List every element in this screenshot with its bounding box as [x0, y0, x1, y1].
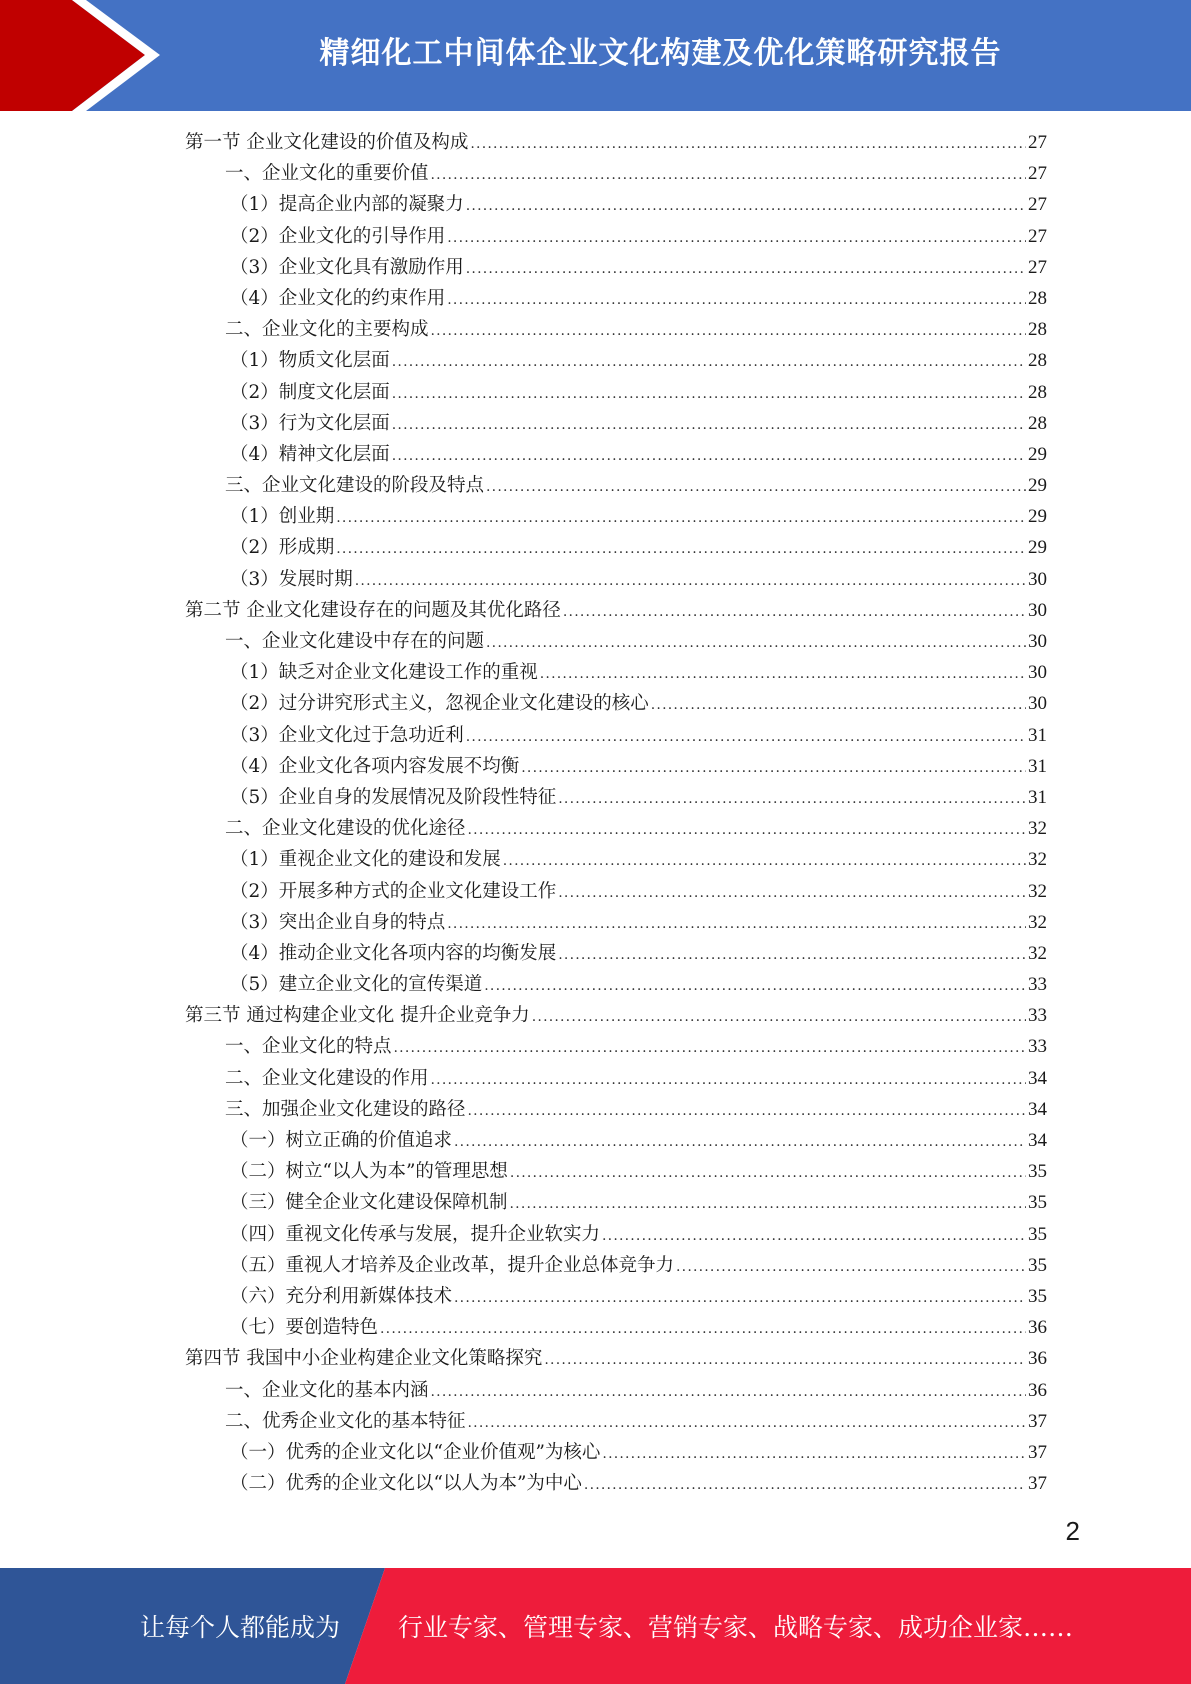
toc-item-entry[interactable]	[185, 378, 1047, 409]
toc-page-number: 33	[1028, 1005, 1047, 1027]
page-number: 2	[1065, 1516, 1080, 1546]
toc-entry-label: （1）创业期	[230, 506, 335, 528]
toc-item-entry[interactable]	[185, 721, 1047, 752]
toc-dot-leader	[447, 230, 1026, 246]
toc-page-number: 30	[1028, 599, 1047, 621]
toc-entry-label: （4）精神文化层面	[230, 443, 390, 465]
toc-entry-label: （5）企业自身的发展情况及阶段性特征	[230, 786, 557, 808]
toc-item-entry[interactable]	[185, 565, 1047, 596]
toc-page-number: 29	[1028, 475, 1047, 497]
toc-page-number: 29	[1028, 443, 1047, 465]
toc-page-number: 29	[1028, 506, 1047, 528]
toc-page-number: 35	[1028, 1223, 1047, 1245]
toc-entry-label: （4）企业文化各项内容发展不均衡	[230, 755, 520, 777]
toc-entry-label: （六）充分利用新媒体技术	[230, 1285, 453, 1307]
toc-dot-leader	[394, 1040, 1026, 1056]
header-bar	[0, 0, 1191, 111]
toc-section-entry[interactable]	[185, 596, 1047, 627]
toc-subsection-entry[interactable]	[185, 1064, 1047, 1095]
toc-entry-label: （1）提高企业内部的凝聚力	[230, 194, 464, 216]
table-of-contents	[185, 128, 1047, 1500]
toc-dot-leader	[468, 1415, 1026, 1431]
toc-dot-leader	[392, 386, 1026, 402]
toc-item-entry[interactable]	[185, 533, 1047, 564]
toc-item-entry[interactable]	[185, 939, 1047, 970]
toc-dot-leader	[431, 1072, 1026, 1088]
toc-dot-leader	[532, 1009, 1026, 1025]
toc-dot-leader	[336, 541, 1026, 557]
toc-item-entry[interactable]	[185, 1313, 1047, 1344]
toc-dot-leader	[470, 136, 1026, 152]
toc-dot-leader	[544, 1352, 1026, 1368]
toc-page-number: 28	[1028, 350, 1047, 372]
toc-dot-leader	[602, 1228, 1026, 1244]
toc-entry-label: （1）重视企业文化的建设和发展	[230, 849, 501, 871]
toc-item-entry[interactable]	[185, 1438, 1047, 1469]
toc-item-entry[interactable]	[185, 1220, 1047, 1251]
toc-item-entry[interactable]	[185, 877, 1047, 908]
toc-item-entry[interactable]	[185, 440, 1047, 471]
toc-item-entry[interactable]	[185, 1282, 1047, 1313]
toc-page-number: 27	[1028, 194, 1047, 216]
toc-entry-label: 第一节 企业文化建设的价值及构成	[185, 132, 469, 153]
footer-roles: 行业专家、管理专家、营销专家、战略专家、成功企业家……	[398, 1613, 1074, 1642]
toc-page-number: 28	[1028, 381, 1047, 403]
toc-entry-label: （5）建立企业文化的宣传渠道	[230, 974, 483, 996]
footer-banner	[0, 1568, 1191, 1684]
toc-item-entry[interactable]	[185, 1251, 1047, 1282]
toc-page-number: 30	[1028, 693, 1047, 715]
toc-subsection-entry[interactable]	[185, 159, 1047, 190]
toc-page-number: 31	[1028, 786, 1047, 808]
toc-entry-label: 一、企业文化建设中存在的问题	[225, 631, 485, 652]
toc-item-entry[interactable]	[185, 1157, 1047, 1188]
toc-item-entry[interactable]	[185, 190, 1047, 221]
toc-item-entry[interactable]	[185, 409, 1047, 440]
toc-entry-label: （一）优秀的企业文化以“企业价值观”为核心	[230, 1441, 601, 1463]
document-title: 精细化工中间体企业文化构建及优化策略研究报告	[319, 36, 1002, 71]
toc-dot-leader	[486, 635, 1026, 651]
toc-page-number: 37	[1028, 1441, 1047, 1463]
toc-page-number: 32	[1028, 849, 1047, 871]
toc-section-entry[interactable]	[185, 128, 1047, 159]
toc-page-number: 30	[1028, 662, 1047, 684]
toc-item-entry[interactable]	[185, 689, 1047, 720]
toc-entry-label: （3）行为文化层面	[230, 412, 390, 434]
toc-subsection-entry[interactable]	[185, 627, 1047, 658]
toc-entry-label: 一、企业文化的基本内涵	[225, 1379, 429, 1401]
toc-entry-label: （2）制度文化层面	[230, 381, 390, 403]
toc-entry-label: 二、企业文化的主要构成	[225, 319, 429, 341]
toc-dot-leader	[447, 292, 1026, 308]
toc-subsection-entry[interactable]	[185, 1095, 1047, 1126]
toc-item-entry[interactable]	[185, 284, 1047, 315]
toc-dot-leader	[466, 198, 1026, 214]
footer-slogan: 让每个人都能成为	[140, 1613, 341, 1642]
toc-subsection-entry[interactable]	[185, 471, 1047, 502]
toc-page-number: 28	[1028, 319, 1047, 341]
toc-page-number: 36	[1028, 1317, 1047, 1339]
toc-dot-leader	[510, 1196, 1026, 1212]
toc-item-entry[interactable]	[185, 658, 1047, 689]
toc-dot-leader	[563, 604, 1026, 620]
toc-subsection-entry[interactable]	[185, 1032, 1047, 1063]
toc-dot-leader	[486, 479, 1026, 495]
toc-page-number: 32	[1028, 880, 1047, 902]
toc-subsection-entry[interactable]	[185, 814, 1047, 845]
toc-entry-label: （五）重视人才培养及企业改革，提升企业总体竞争力	[230, 1254, 675, 1276]
toc-dot-leader	[540, 666, 1026, 682]
toc-item-entry[interactable]	[185, 845, 1047, 876]
toc-page-number: 35	[1028, 1285, 1047, 1307]
toc-page-number: 28	[1028, 287, 1047, 309]
toc-item-entry[interactable]	[185, 346, 1047, 377]
toc-dot-leader	[521, 760, 1026, 776]
toc-page-number: 37	[1028, 1410, 1047, 1432]
toc-dot-leader	[431, 323, 1026, 339]
toc-dot-leader	[558, 791, 1026, 807]
toc-dot-leader	[392, 354, 1026, 370]
toc-entry-label: （4）推动企业文化各项内容的均衡发展	[230, 942, 557, 964]
toc-entry-label: 二、企业文化建设的优化途径	[225, 818, 466, 840]
toc-page-number: 33	[1028, 1036, 1047, 1058]
toc-page-number: 34	[1028, 1067, 1047, 1089]
toc-entry-label: 一、企业文化的重要价值	[225, 163, 429, 185]
toc-dot-leader	[466, 729, 1026, 745]
toc-dot-leader	[355, 573, 1026, 589]
toc-entry-label: （1）物质文化层面	[230, 350, 390, 372]
toc-dot-leader	[466, 261, 1026, 277]
toc-page-number: 32	[1028, 911, 1047, 933]
toc-entry-label: （四）重视文化传承与发展，提升企业软实力	[230, 1223, 601, 1245]
toc-dot-leader	[602, 1446, 1026, 1462]
toc-dot-leader	[431, 1384, 1026, 1400]
toc-page-number: 33	[1028, 974, 1047, 996]
toc-item-entry[interactable]	[185, 752, 1047, 783]
toc-entry-label: （3）企业文化具有激励作用	[230, 256, 464, 278]
toc-entry-label: （2）开展多种方式的企业文化建设工作	[230, 880, 557, 902]
toc-page-number: 35	[1028, 1192, 1047, 1214]
toc-dot-leader	[468, 822, 1026, 838]
toc-page-number: 37	[1028, 1473, 1047, 1495]
toc-item-entry[interactable]	[185, 1469, 1047, 1500]
toc-page-number: 36	[1028, 1379, 1047, 1401]
toc-entry-label: （2）形成期	[230, 537, 335, 559]
toc-item-entry[interactable]	[185, 1126, 1047, 1157]
toc-item-entry[interactable]	[185, 502, 1047, 533]
toc-entry-label: （1）缺乏对企业文化建设工作的重视	[230, 662, 538, 684]
toc-page-number: 27	[1028, 132, 1047, 153]
toc-page-number: 27	[1028, 225, 1047, 247]
header-arrow-decoration	[0, 0, 160, 111]
toc-page-number: 27	[1028, 256, 1047, 278]
toc-entry-label: （三）健全企业文化建设保障机制	[230, 1192, 508, 1214]
toc-page-number: 35	[1028, 1161, 1047, 1183]
toc-entry-label: 一、企业文化的特点	[225, 1036, 392, 1058]
toc-dot-leader	[454, 1290, 1026, 1306]
toc-entry-label: 二、优秀企业文化的基本特征	[225, 1410, 466, 1432]
toc-page-number: 30	[1028, 631, 1047, 652]
toc-dot-leader	[454, 1134, 1026, 1150]
toc-entry-label: （3）突出企业自身的特点	[230, 911, 446, 933]
toc-subsection-entry[interactable]	[185, 1376, 1047, 1407]
toc-item-entry[interactable]	[185, 970, 1047, 1001]
toc-page-number: 27	[1028, 163, 1047, 185]
toc-page-number: 34	[1028, 1130, 1047, 1151]
toc-page-number: 31	[1028, 755, 1047, 777]
toc-subsection-entry[interactable]	[185, 315, 1047, 346]
toc-page-number: 32	[1028, 818, 1047, 840]
toc-dot-leader	[380, 1321, 1026, 1337]
toc-dot-leader	[392, 417, 1026, 433]
toc-page-number: 34	[1028, 1098, 1047, 1120]
toc-dot-leader	[651, 697, 1026, 713]
toc-entry-label: （2）过分讲究形式主义，忽视企业文化建设的核心	[230, 693, 649, 715]
toc-entry-label: 三、加强企业文化建设的路径	[225, 1098, 466, 1120]
toc-entry-label: 二、企业文化建设的作用	[225, 1067, 429, 1089]
toc-dot-leader	[336, 510, 1026, 526]
toc-entry-label: （3）企业文化过于急功近利	[230, 724, 464, 746]
toc-entry-label: 第二节 企业文化建设存在的问题及其优化路径	[185, 599, 561, 621]
toc-dot-leader	[447, 916, 1026, 932]
toc-subsection-entry[interactable]	[185, 1407, 1047, 1438]
toc-entry-label: （2）企业文化的引导作用	[230, 225, 446, 247]
toc-item-entry[interactable]	[185, 783, 1047, 814]
toc-dot-leader	[558, 947, 1026, 963]
toc-entry-label: 第三节 通过构建企业文化 提升企业竞争力	[185, 1005, 530, 1027]
toc-item-entry[interactable]	[185, 1188, 1047, 1219]
toc-entry-label: （3）发展时期	[230, 568, 353, 590]
toc-dot-leader	[392, 448, 1026, 464]
toc-entry-label: 第四节 我国中小企业构建企业文化策略探究	[185, 1348, 543, 1370]
toc-page-number: 29	[1028, 537, 1047, 559]
toc-page-number: 30	[1028, 568, 1047, 590]
toc-section-entry[interactable]	[185, 1001, 1047, 1032]
toc-dot-leader	[484, 978, 1026, 994]
toc-item-entry[interactable]	[185, 253, 1047, 284]
toc-entry-label: （七）要创造特色	[230, 1317, 379, 1339]
toc-page-number: 35	[1028, 1254, 1047, 1276]
toc-dot-leader	[431, 167, 1026, 183]
toc-page-number: 28	[1028, 412, 1047, 434]
toc-entry-label: （4）企业文化的约束作用	[230, 287, 446, 309]
toc-dot-leader	[584, 1477, 1026, 1493]
toc-entry-label: （一）树立正确的价值追求	[230, 1130, 453, 1151]
toc-dot-leader	[558, 885, 1026, 901]
toc-section-entry[interactable]	[185, 1344, 1047, 1375]
toc-dot-leader	[510, 1165, 1026, 1181]
toc-item-entry[interactable]	[185, 908, 1047, 939]
toc-entry-label: 三、企业文化建设的阶段及特点	[225, 475, 485, 497]
toc-page-number: 32	[1028, 942, 1047, 964]
toc-dot-leader	[676, 1259, 1026, 1275]
toc-entry-label: （二）树立“以人为本”的管理思想	[230, 1161, 508, 1183]
toc-entry-label: （二）优秀的企业文化以“以人为本”为中心	[230, 1473, 582, 1495]
toc-item-entry[interactable]	[185, 222, 1047, 253]
toc-page-number: 36	[1028, 1348, 1047, 1370]
toc-page-number: 31	[1028, 724, 1047, 746]
toc-dot-leader	[503, 853, 1026, 869]
toc-dot-leader	[468, 1103, 1026, 1119]
